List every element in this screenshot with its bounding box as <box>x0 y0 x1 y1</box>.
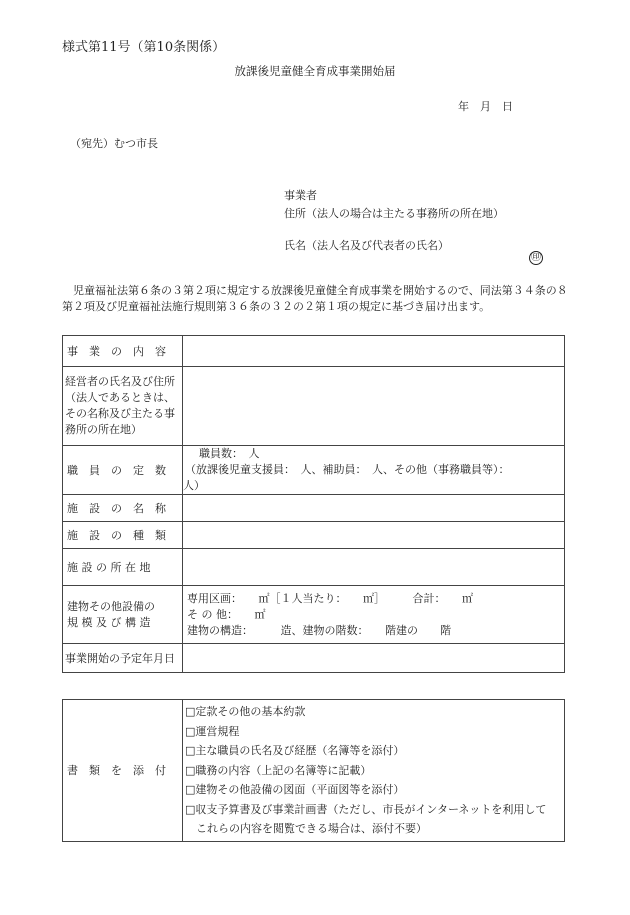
operator-label: 経営者の氏名及び住所（法人であるときは、その名称及び主たる事務所の所在地） <box>63 367 183 446</box>
attachment-item[interactable]: □主な職員の氏名及び経歴（名簿等を添付） <box>185 744 405 757</box>
table-row <box>63 586 565 644</box>
building-structure-text: 建物の構造： 造、建物の階数： 階建の 階 <box>187 623 451 637</box>
building-area-text: 専用区画： ㎡［１人当たり： ㎡］ 合計： ㎡ <box>187 591 473 605</box>
staff-label: 職 員 の 定 数 <box>63 446 183 495</box>
operator-field[interactable] <box>183 367 565 446</box>
form-number: 様式第11号（第10条関係） <box>62 40 226 55</box>
attachment-item[interactable]: □収支予算書及び事業計画書（ただし、市長がインターネットを利用して <box>185 802 547 816</box>
attachments-list <box>183 700 565 842</box>
attachment-item[interactable]: □運営規程 <box>185 724 240 738</box>
addressee: （宛先）むつ市長 <box>70 137 158 150</box>
business-content-field[interactable] <box>183 336 565 367</box>
applicant-label: 事業者 <box>284 189 317 202</box>
facility-name-label: 施 設 の 名 称 <box>63 495 183 522</box>
table-row <box>63 495 565 522</box>
staff-count-text: 職員数： 人 <box>199 447 260 460</box>
building-field[interactable] <box>183 586 565 644</box>
applicant-address-label: 住所（法人の場合は主たる事務所の所在地） <box>284 207 504 220</box>
attachment-item-continued: これらの内容を閲覧できる場合は、添付不要） <box>185 822 427 835</box>
applicant-name-label: 氏名（法人名及び代表者の氏名） <box>284 239 449 252</box>
attachments-table <box>62 699 565 842</box>
staff-breakdown-end: 人） <box>183 479 205 492</box>
facility-location-field[interactable] <box>183 549 565 586</box>
start-date-field[interactable] <box>183 644 565 673</box>
building-other-area-text: そ の 他： ㎡ <box>187 607 266 621</box>
staff-breakdown-text: （放課後児童支援員： 人、補助員： 人、その他（事務職員等）： <box>185 463 510 476</box>
facility-type-field[interactable] <box>183 522 565 549</box>
facility-name-field[interactable] <box>183 495 565 522</box>
table-row <box>63 549 565 586</box>
business-content-label: 事 業 の 内 容 <box>63 336 183 367</box>
attachment-item[interactable]: □建物その他設備の図面（平面図等を添付） <box>185 783 405 796</box>
attachment-item[interactable]: □職務の内容（上記の名簿等に記載） <box>185 763 372 777</box>
building-label-line1: 建物その他設備の <box>67 599 155 613</box>
table-row <box>63 700 565 842</box>
building-label-line2: 規 模 及 び 構 造 <box>67 615 151 629</box>
building-label <box>63 586 183 644</box>
date-line: 年 月 日 <box>458 100 513 113</box>
table-row <box>63 522 565 549</box>
document-title: 放課後児童健全育成事業開始届 <box>234 64 396 78</box>
staff-field[interactable] <box>183 446 565 495</box>
table-row <box>63 446 565 495</box>
table-row <box>63 644 565 673</box>
facility-type-label: 施 設 の 種 類 <box>63 522 183 549</box>
table-row <box>63 336 565 367</box>
attachment-item[interactable]: □定款その他の基本約款 <box>185 705 306 718</box>
attachments-label: 書 類 を 添 付 <box>63 700 183 842</box>
start-date-label: 事業開始の予定年月日 <box>63 644 183 673</box>
table-row <box>63 367 565 446</box>
body-text: 児童福祉法第６条の３第２項に規定する放課後児童健全育成事業を開始するので、同法第３４条の８第２項及び児童福祉法施行規則第３６条の３２の２第１項の規定に基づき届け出ます。 <box>62 284 568 313</box>
facility-location-label: 施 設 の 所 在 地 <box>63 549 183 586</box>
main-form-table <box>62 335 565 673</box>
seal-mark: ㊞ <box>531 252 541 263</box>
